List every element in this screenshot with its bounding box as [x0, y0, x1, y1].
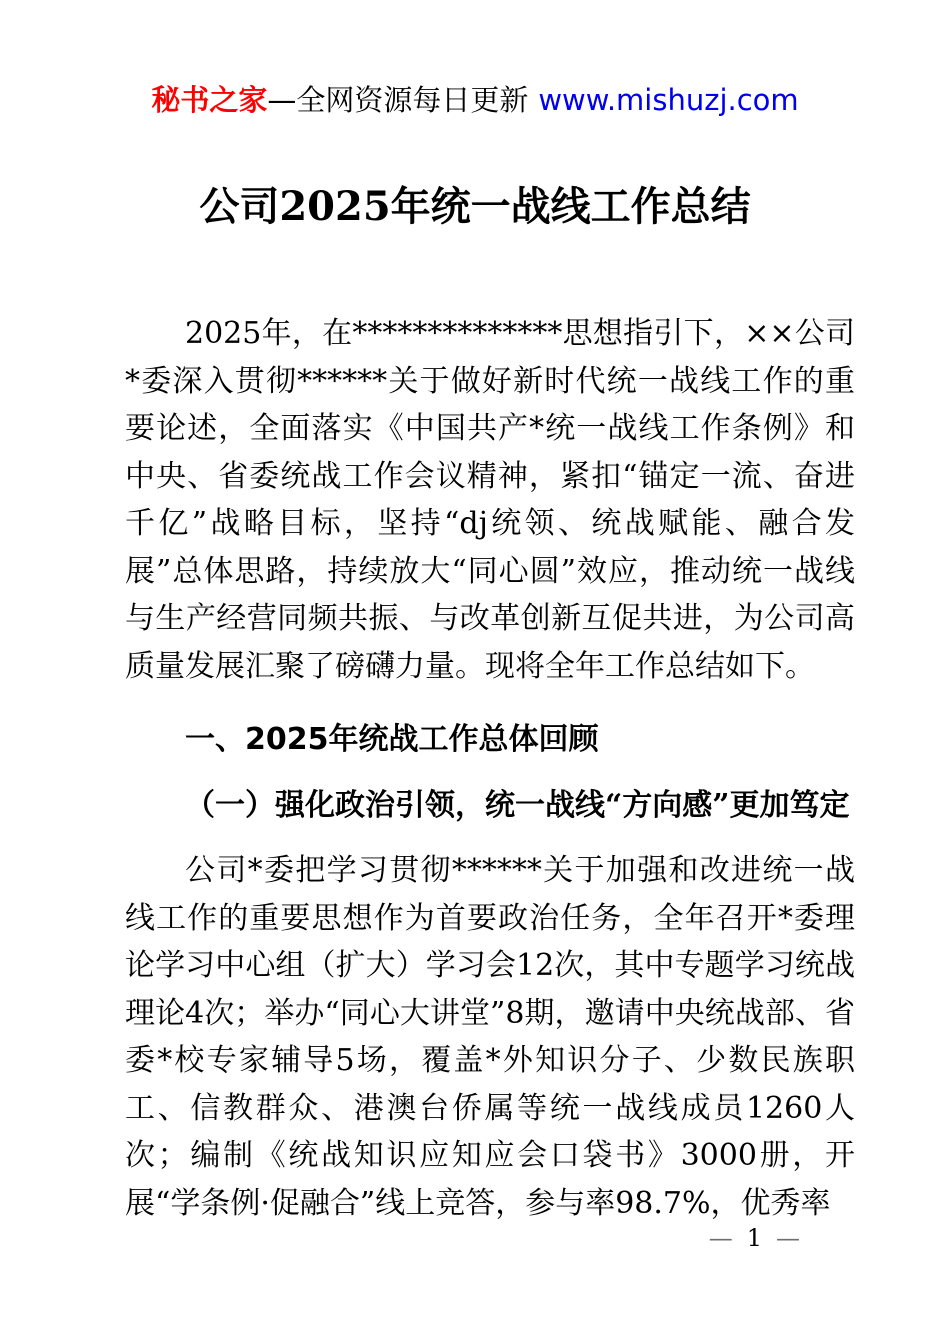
document-header [0, 0, 950, 118]
page-number-dash-right: — [776, 1224, 800, 1252]
header-tagline: 全网资源每日更新 [296, 83, 529, 117]
heading-section-1: 一、2025年统战工作总体回顾 [185, 722, 599, 757]
document-body [125, 310, 855, 1227]
page-number [709, 1224, 800, 1252]
paragraph-intro: 2025年，在**************思想指引下，××公司*委深入贯彻******关于做好新时代统一战线工作的重要论述，全面落实《中国共产*统一战线工作条例》和中央、省委统战工作会议精神，紧扣“锚定一流、奋进千亿”战略目标，坚持“dj统领、统战赋能、融合发展”总体思路，持续放大“同心圆”效应，推动统一战线与生产经营同频共振、与改革创新互促共进，为公司高质量发展汇聚了磅礴力量。现将全年工作总结如下。 [125, 316, 855, 684]
heading-subsection-1-1: （一）强化政治引领，统一战线“方向感”更加笃定 [185, 787, 850, 823]
page-number-value: 1 [746, 1224, 762, 1252]
paragraph-political-lead: 公司*委把学习贯彻******关于加强和改进统一战线工作的重要思想作为首要政治任务，全年召开*委理论学习中心组（扩大）学习会12次，其中专题学习统战理论4次；举办“同心大讲堂”8期，邀请中央统战部、省委*校专家辅导5场，覆盖*外知识分子、少数民族职工、信教群众、港澳台侨属等统一战线成员1260人次；编制《统战知识应知应会口袋书》3000册，开展“学条例·促融合”线上竞答，参与率98.7%，优秀率 [125, 853, 855, 1221]
site-url-link[interactable]: www.mishuzj.com [538, 83, 799, 117]
document-title: 公司2025年统一战线工作总结 [199, 183, 751, 230]
brand-name: 秘书之家 [151, 83, 268, 117]
page-number-dash-left: — [708, 1224, 733, 1252]
header-dash: — [267, 83, 297, 117]
